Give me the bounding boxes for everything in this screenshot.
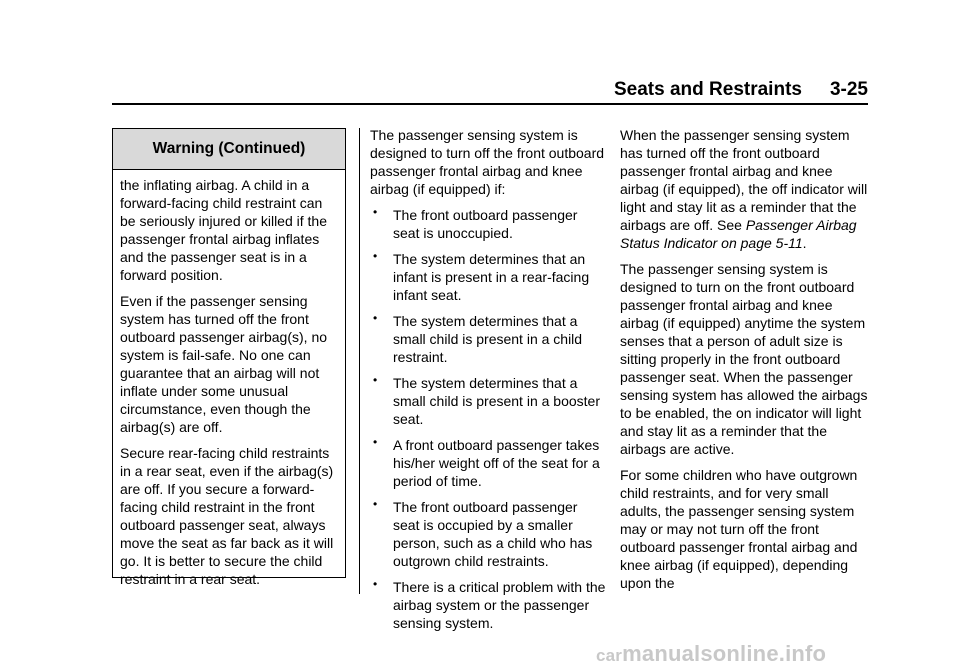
list-item (370, 578, 606, 632)
right-column (620, 126, 868, 600)
watermark-main: manualsonline (622, 641, 779, 666)
condition-list (370, 206, 606, 632)
watermark-suffix: .info (778, 641, 827, 666)
list-item-text: The system determines that an infant is present in a rear-facing infant seat. (393, 251, 590, 303)
list-item (370, 250, 606, 304)
list-item-text: The front outboard passenger seat is occupied by a smaller person, such as a child who has outgrown child restraints. (393, 499, 593, 569)
cross-reference-link[interactable]: Passenger Airbag Status Indicator on page 5-11 (620, 217, 857, 251)
list-item (370, 374, 606, 428)
list-item (370, 498, 606, 570)
children-paragraph: For some children who have outgrown child restraints, and for very small adults, the passenger sensing system may or may not turn off the front outboard passenger frontal airbag and knee airbag (if equipped), depending upon the (620, 467, 858, 591)
bullet-icon: • (373, 249, 378, 263)
bullet-icon: • (373, 205, 378, 219)
list-item-text: There is a critical problem with the airbag system or the passenger sensing system. (393, 579, 606, 631)
page-number: 3-25 (829, 79, 868, 100)
warning-box (112, 128, 346, 587)
bullet-icon: • (373, 373, 378, 387)
page-header (112, 78, 868, 102)
list-item (370, 312, 606, 366)
list-item-text: The system determines that a small child is present in a child restraint. (393, 313, 583, 365)
bullet-icon: • (373, 577, 378, 591)
header-rule (112, 103, 868, 105)
watermark-prefix: car (596, 646, 623, 665)
indicator-paragraph (620, 126, 868, 252)
list-item-text: The front outboard passenger seat is unoccupied. (393, 207, 578, 241)
watermark-logo (596, 640, 826, 670)
list-item-text: The system determines that a small child is present in a booster seat. (393, 375, 600, 427)
warning-paragraph: the inflating airbag. A child in a forward-facing child restraint can be seriously injured or killed if the passenger frontal airbag inflates and the passenger seat is in a forward position. (120, 177, 327, 283)
warning-title: Warning (Continued) (113, 129, 345, 170)
warning-paragraph: Even if the passenger sensing system has turned off the front outboard passenger airbag(s), no system is fail-safe. No one can guarantee that an airbag will not inflate under some unusual circumstance, even though the airbag(s) are off. (120, 293, 328, 435)
sensing-paragraph: The passenger sensing system is designed to turn on the front outboard passenger frontal airbag and knee airbag (if equipped) anytime the system senses that a person of adult size is sitting properly in the front outboard passenger seat. When the passenger sensing system has allowed the airbags to be enabled, the on indicator will light and stay lit as a reminder that the airbags are active. (620, 261, 868, 457)
bullet-icon: • (373, 497, 378, 511)
indicator-text: When the passenger sensing system has turned off the front outboard passenger frontal airbag and knee airbag (if equipped), the off indicator will light and stay lit as a reminder that the airbags are off. See (620, 127, 868, 233)
bullet-icon: • (373, 311, 378, 325)
list-item-text: A front outboard passenger takes his/her weight off of the seat for a period of time. (393, 437, 600, 489)
list-item (370, 206, 606, 242)
warning-body (113, 170, 345, 588)
column-divider (359, 128, 360, 594)
list-item (370, 436, 606, 490)
intro-paragraph: The passenger sensing system is designed to turn off the front outboard passenger frontal airbag and knee airbag (if equipped) if: (370, 127, 605, 197)
bullet-icon: • (373, 435, 378, 449)
section-title: Seats and Restraints (614, 79, 802, 100)
warning-paragraph: Secure rear-facing child restraints in a rear seat, even if the airbag(s) are off. If you secure a forward-facing child restraint in the front outboard passenger seat, always move the seat as far back as it will go. It is better to secure the child restraint in a rear seat. (120, 445, 334, 587)
sentence-end: . (802, 235, 807, 251)
middle-column (370, 126, 606, 640)
